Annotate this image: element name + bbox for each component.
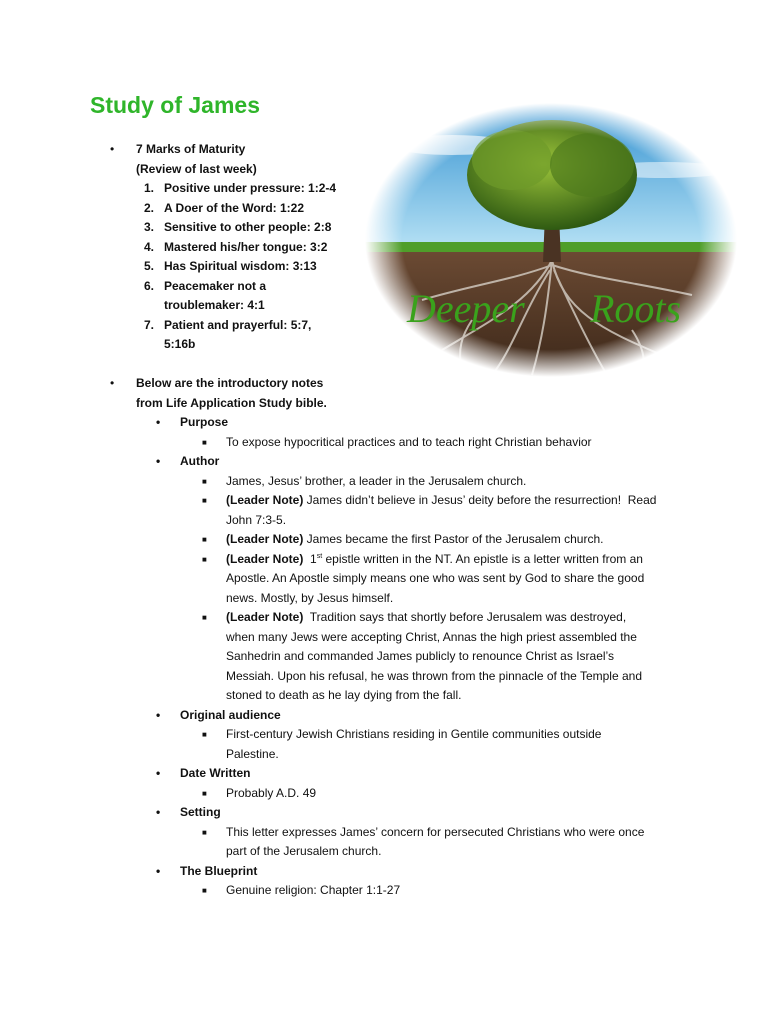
square-bullet: ■ (202, 437, 207, 447)
note-text: John 7:3-5. (226, 512, 287, 527)
note-text: epistle written in the NT. An epistle is a letter written from an (322, 551, 643, 566)
note-text: This letter expresses James’ concern for persecuted Christians who were once (226, 824, 645, 839)
note-line (202, 433, 730, 453)
note-line (226, 628, 730, 648)
bullet-dot: • (156, 863, 161, 878)
page-title: Study of James (90, 92, 260, 118)
maturity-item (144, 257, 360, 277)
note-line (202, 550, 730, 570)
item-number: 5. (143, 259, 154, 273)
item-text: Has Spiritual wisdom: 3:13 (164, 259, 317, 273)
note-text: To expose hypocritical practices and to teach right Christian behavior (226, 434, 592, 449)
item-number: 1. (143, 181, 154, 195)
note-line (202, 881, 730, 901)
logo-text-roots: Roots (590, 286, 682, 331)
square-bullet: ■ (202, 496, 207, 505)
maturity-item (144, 335, 360, 355)
note-line (202, 725, 730, 745)
section-heading-text: Setting (180, 805, 221, 819)
note-text: James became the first Pastor of the Jerusalem church. (303, 532, 604, 546)
leader-note-label: (Leader Note) (226, 493, 304, 507)
note-text: stoned to death as he lay dying from the fall. (226, 688, 462, 702)
intro-line-2: from Life Application Study bible. (136, 395, 327, 410)
square-bullet: ■ (202, 535, 207, 544)
note-line (226, 686, 730, 706)
note-line (202, 491, 730, 511)
square-bullet: ■ (202, 554, 207, 564)
leader-note-label: (Leader Note) (226, 610, 304, 624)
square-bullet: ■ (202, 827, 207, 837)
item-number: 4. (143, 239, 154, 254)
item-text: Patient and prayerful: 5:7, (164, 317, 312, 332)
logo-text-deeper: Deeper (407, 286, 525, 331)
maturity-heading: 7 Marks of Maturity (136, 142, 246, 156)
bullet-dot: • (156, 454, 161, 468)
item-text: 5:16b (164, 337, 196, 351)
leader-note-label: (Leader Note) (226, 532, 304, 546)
bullet-dot: • (156, 707, 161, 722)
maturity-item (144, 218, 360, 238)
note-text: Probably A.D. 49 (226, 785, 317, 800)
ordinal-number: 1 (303, 551, 317, 566)
note-text: Sanhedrin and commanded James publicly to renounce Christ as Israel’s (226, 649, 614, 663)
note-line (226, 511, 730, 531)
section-heading-text: Original audience (180, 707, 281, 722)
maturity-item (144, 316, 360, 336)
intro-section (110, 374, 730, 901)
square-bullet: ■ (202, 886, 207, 895)
maturity-section (110, 140, 360, 355)
item-number: 3. (143, 220, 154, 234)
note-text: James, Jesus’ brother, a leader in the Jerusalem church. (226, 473, 527, 488)
deeper-roots-logo (362, 100, 740, 380)
maturity-list (110, 179, 360, 355)
note-line (202, 608, 730, 628)
item-text: Sensitive to other people: 2:8 (164, 220, 332, 234)
bullet-dot: • (110, 376, 115, 390)
item-number: 6. (143, 278, 154, 293)
bullet-dot: • (156, 415, 161, 429)
note-text: Apostle. An Apostle simply means one who was sent by God to share the good (226, 571, 645, 585)
note-line (202, 530, 730, 550)
note-text: Genuine religion: Chapter 1:1-27 (226, 883, 401, 897)
note-text: James didn’t believe in Jesus’ deity before the resurrection! Read (303, 493, 657, 507)
note-line (226, 569, 730, 589)
item-text: Positive under pressure: 1:2-4 (164, 181, 337, 195)
ordinal-suffix: st (316, 552, 323, 560)
item-text: troublemaker: 4:1 (164, 298, 265, 312)
section-heading-text: Purpose (180, 415, 229, 429)
note-text: Tradition says that shortly before Jerusalem was destroyed, (303, 610, 627, 624)
maturity-item (144, 296, 360, 316)
square-bullet: ■ (202, 613, 207, 622)
note-text: part of the Jerusalem church. (226, 844, 382, 858)
section-heading (156, 452, 730, 472)
leader-note-label: (Leader Note) (226, 551, 304, 566)
note-text: news. Mostly, by Jesus himself. (226, 590, 394, 605)
bullet-dot: • (156, 766, 161, 780)
note-line (202, 784, 730, 804)
bullet-dot: • (110, 142, 115, 156)
maturity-item (144, 199, 360, 219)
section-heading-text: Author (180, 454, 220, 468)
item-text: Peacemaker not a (164, 278, 267, 293)
section-heading (156, 764, 730, 784)
square-bullet: ■ (202, 730, 207, 739)
note-line (226, 667, 730, 687)
item-text: A Doer of the Word: 1:22 (164, 200, 305, 215)
note-text: when many Jews were accepting Christ, Annas the high priest assembled the (226, 629, 637, 644)
note-line (226, 647, 730, 667)
section-heading (156, 413, 730, 433)
section-heading-text: Date Written (180, 766, 251, 780)
maturity-item (144, 277, 360, 297)
note-line (226, 589, 730, 609)
item-number: 7. (143, 317, 154, 332)
section-heading (156, 706, 730, 726)
note-text: Messiah. Upon his refusal, he was thrown from the pinnacle of the Temple and (226, 668, 643, 683)
note-line (202, 472, 730, 492)
item-number: 2. (143, 200, 154, 215)
maturity-item (144, 179, 360, 199)
section-heading-text: The Blueprint (180, 863, 258, 878)
maturity-item (144, 238, 360, 258)
bullet-dot: • (156, 805, 161, 819)
note-line (226, 842, 730, 862)
intro-line-1: Below are the introductory notes (136, 376, 324, 390)
note-line (226, 745, 730, 765)
square-bullet: ■ (202, 788, 207, 798)
note-text: Palestine. (226, 746, 279, 761)
note-text: First-century Jewish Christians residing in Gentile communities outside (226, 727, 602, 741)
square-bullet: ■ (202, 476, 207, 486)
intro-sections (110, 413, 730, 901)
section-heading (156, 803, 730, 823)
item-text: Mastered his/her tongue: 3:2 (164, 239, 328, 254)
section-heading (156, 862, 730, 882)
maturity-subheading: (Review of last week) (136, 161, 257, 176)
tree-roots-illustration (362, 100, 740, 380)
note-line (202, 823, 730, 843)
